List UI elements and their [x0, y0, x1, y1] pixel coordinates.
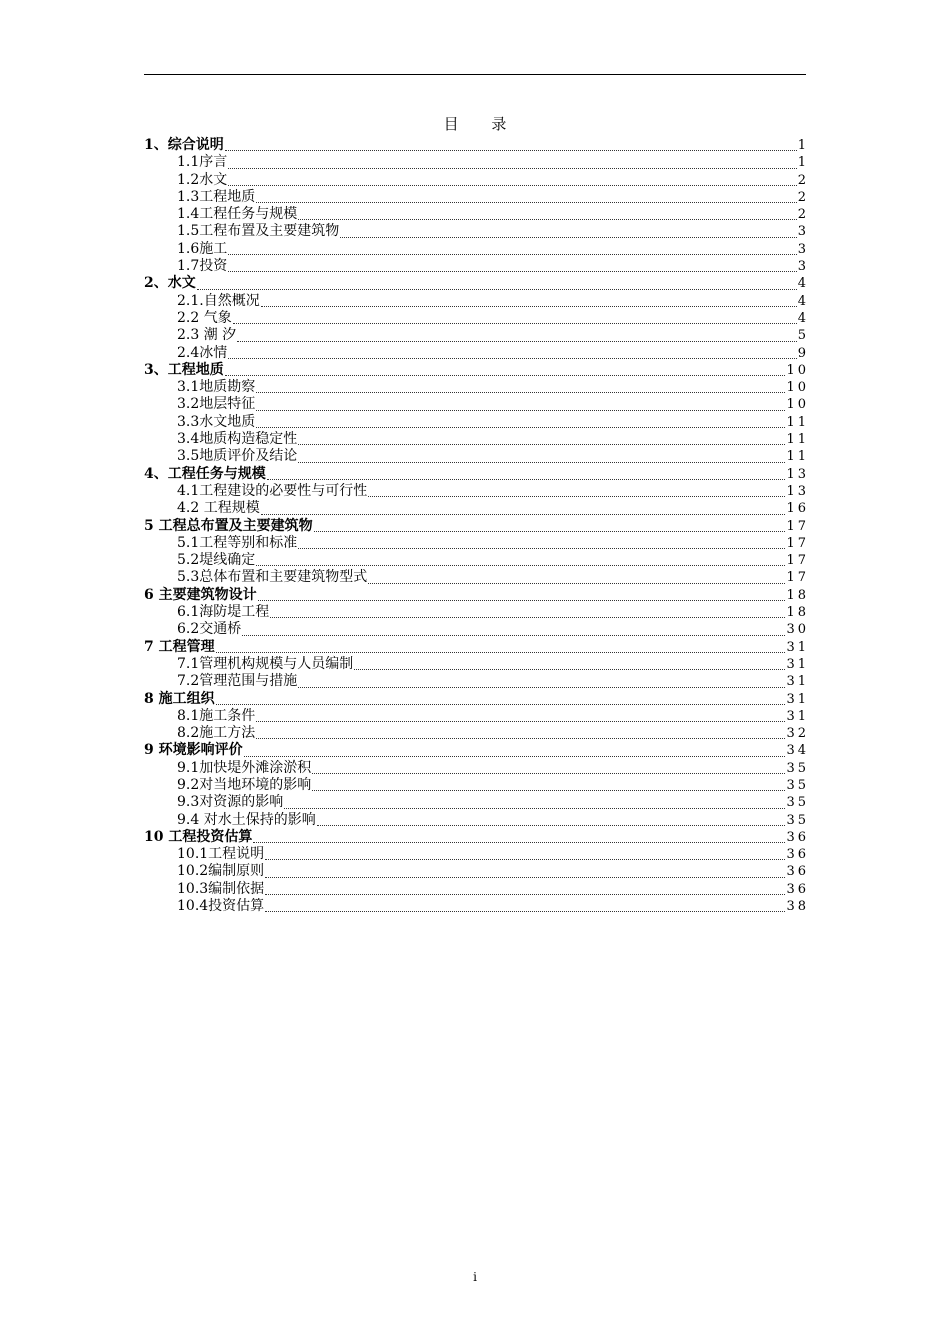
toc-entry-page: 3 — [797, 259, 809, 275]
toc-dot-leader — [244, 744, 786, 757]
toc-dot-leader — [298, 207, 796, 220]
toc-entry-page: 16 — [786, 501, 809, 517]
toc-dot-leader — [270, 605, 785, 618]
toc-section-entry[interactable] — [144, 309, 809, 327]
toc-section-entry[interactable] — [144, 776, 809, 794]
toc-dot-leader — [298, 536, 785, 549]
toc-dot-leader — [265, 899, 785, 912]
toc-section-entry[interactable] — [144, 448, 809, 465]
toc-section-entry[interactable] — [144, 327, 809, 344]
toc-entry-page: 35 — [786, 812, 809, 828]
toc-entry-label: 10.1工程说明 — [177, 846, 265, 863]
toc-entry-page: 10 — [786, 362, 809, 378]
toc-entry-label: 2、水文 — [144, 275, 196, 292]
toc-entry-page: 4 — [797, 293, 809, 309]
toc-section-entry[interactable] — [144, 552, 809, 569]
toc-dot-leader — [368, 484, 785, 497]
toc-entry-label: 8.2施工方法 — [177, 725, 256, 742]
toc-entry-label: 10 工程投资估算 — [144, 828, 253, 845]
toc-section-entry[interactable] — [144, 604, 809, 621]
toc-entry-page: 17 — [786, 535, 809, 551]
toc-section-entry[interactable] — [144, 898, 809, 915]
toc-dot-leader — [265, 847, 785, 860]
toc-entry-label: 2.3 潮 汐 — [177, 327, 237, 344]
toc-entry-label: 9.1加快堤外滩涂淤积 — [177, 759, 312, 776]
toc-dot-leader — [261, 294, 797, 307]
toc-section-entry[interactable] — [144, 621, 809, 638]
toc-entry-label: 3、工程地质 — [144, 361, 224, 378]
toc-entry-label: 6 主要建筑物设计 — [144, 586, 257, 603]
toc-entry-page: 36 — [786, 829, 809, 845]
toc-entry-label: 1.4工程任务与规模 — [177, 206, 298, 223]
toc-entry-page: 4 — [797, 310, 809, 326]
toc-entry-label: 5.3总体布置和主要建筑物型式 — [177, 569, 368, 586]
toc-chapter-entry[interactable] — [144, 586, 809, 604]
toc-section-entry[interactable] — [144, 759, 809, 777]
toc-entry-label: 3.5地质评价及结论 — [177, 448, 298, 465]
toc-entry-label: 4.1工程建设的必要性与可行性 — [177, 482, 368, 499]
toc-entry-label: 1.5工程布置及主要建筑物 — [177, 223, 340, 240]
toc-dot-leader — [256, 190, 796, 203]
toc-entry-label: 9 环境影响评价 — [144, 742, 243, 759]
toc-dot-leader — [233, 311, 797, 324]
toc-chapter-entry[interactable] — [144, 361, 809, 379]
toc-chapter-entry[interactable] — [144, 275, 809, 292]
toc-entry-label: 5.1工程等别和标准 — [177, 534, 298, 551]
toc-entry-page: 17 — [786, 553, 809, 569]
toc-entry-page: 11 — [786, 449, 809, 465]
toc-dot-leader — [354, 657, 785, 670]
toc-entry-page: 2 — [797, 189, 809, 205]
toc-section-entry[interactable] — [144, 794, 809, 811]
toc-dot-leader — [216, 692, 786, 705]
toc-dot-leader — [265, 865, 785, 878]
toc-section-entry[interactable] — [144, 534, 809, 552]
toc-section-entry[interactable] — [144, 880, 809, 898]
toc-entry-page: 17 — [786, 570, 809, 586]
toc-dot-leader — [216, 640, 786, 653]
toc-chapter-entry[interactable] — [144, 465, 809, 483]
toc-dot-leader — [314, 519, 786, 532]
toc-dot-leader — [228, 156, 796, 169]
toc-entry-label: 10.2编制原则 — [177, 863, 265, 880]
toc-dot-leader — [267, 467, 786, 480]
toc-dot-leader — [237, 329, 797, 342]
toc-entry-label: 4、工程任务与规模 — [144, 465, 266, 482]
toc-dot-leader — [298, 432, 785, 445]
table-of-contents — [144, 137, 809, 915]
toc-entry-label: 7.1管理机构规模与人员编制 — [177, 655, 354, 672]
toc-entry-page: 2 — [797, 172, 809, 188]
toc-dot-leader — [256, 380, 785, 393]
toc-entry-page: 32 — [786, 726, 809, 742]
toc-entry-page: 31 — [786, 708, 809, 724]
toc-entry-page: 31 — [786, 639, 809, 655]
toc-section-entry[interactable] — [144, 154, 809, 171]
toc-chapter-entry[interactable] — [144, 690, 809, 708]
toc-dot-leader — [253, 830, 785, 843]
toc-dot-leader — [312, 761, 785, 774]
toc-entry-label: 4.2 工程规模 — [177, 500, 260, 517]
toc-section-entry[interactable] — [144, 707, 809, 725]
toc-entry-page: 38 — [786, 899, 809, 915]
toc-section-entry[interactable] — [144, 171, 809, 189]
toc-chapter-entry[interactable] — [144, 137, 809, 154]
toc-entry-label: 8.1施工条件 — [177, 707, 256, 724]
toc-entry-label: 2.4冰情 — [177, 344, 228, 361]
toc-entry-page: 1 — [797, 138, 809, 153]
toc-entry-page: 35 — [786, 777, 809, 793]
toc-entry-page: 13 — [786, 466, 809, 482]
toc-entry-label: 10.3编制依据 — [177, 880, 265, 897]
toc-entry-label: 9.3对资源的影响 — [177, 794, 284, 811]
toc-entry-label: 7 工程管理 — [144, 638, 215, 655]
toc-section-entry[interactable] — [144, 569, 809, 586]
toc-entry-label: 1.7投资 — [177, 258, 228, 275]
toc-section-entry[interactable] — [144, 240, 809, 258]
toc-entry-label: 3.3水文地质 — [177, 413, 256, 430]
toc-entry-page: 10 — [786, 397, 809, 413]
toc-chapter-entry[interactable] — [144, 517, 809, 535]
toc-section-entry[interactable] — [144, 725, 809, 742]
toc-entry-page: 18 — [786, 605, 809, 621]
toc-section-entry[interactable] — [144, 673, 809, 690]
toc-entry-label: 1.3工程地质 — [177, 188, 256, 205]
toc-entry-page: 34 — [786, 743, 809, 759]
toc-dot-leader — [225, 138, 797, 151]
toc-entry-page: 4 — [797, 276, 809, 292]
toc-entry-label: 1.6施工 — [177, 240, 228, 257]
toc-entry-label: 10.4投资估算 — [177, 898, 265, 915]
toc-section-entry[interactable] — [144, 379, 809, 396]
toc-entry-label: 5 工程总布置及主要建筑物 — [144, 517, 313, 534]
toc-entry-label: 2.2 气象 — [177, 309, 232, 326]
toc-dot-leader — [228, 259, 796, 272]
toc-entry-label: 1、综合说明 — [144, 137, 224, 153]
toc-section-entry[interactable] — [144, 431, 809, 448]
toc-section-entry[interactable] — [144, 188, 809, 206]
toc-entry-page: 3 — [797, 224, 809, 240]
toc-entry-page: 36 — [786, 847, 809, 863]
toc-chapter-entry[interactable] — [144, 828, 809, 846]
toc-dot-leader — [340, 225, 796, 238]
toc-section-entry[interactable] — [144, 413, 809, 431]
toc-dot-leader — [298, 450, 785, 463]
toc-dot-leader — [261, 502, 786, 515]
toc-entry-label: 3.1地质勘察 — [177, 379, 256, 396]
toc-entry-label: 6.2交通桥 — [177, 621, 242, 638]
toc-dot-leader — [256, 553, 785, 566]
toc-entry-page: 18 — [786, 587, 809, 603]
toc-dot-leader — [368, 571, 785, 584]
toc-section-entry[interactable] — [144, 396, 809, 413]
toc-dot-leader — [317, 813, 786, 826]
toc-entry-page: 1 — [797, 155, 809, 171]
toc-entry-page: 31 — [786, 656, 809, 672]
toc-dot-leader — [225, 363, 786, 376]
toc-entry-label: 1.2水文 — [177, 171, 228, 188]
toc-section-entry[interactable] — [144, 500, 809, 517]
toc-entry-label: 2.1.自然概况 — [177, 292, 260, 309]
toc-dot-leader — [242, 623, 785, 636]
toc-entry-label: 9.2对当地环境的影响 — [177, 776, 312, 793]
toc-dot-leader — [312, 778, 785, 791]
toc-dot-leader — [256, 709, 785, 722]
toc-section-entry[interactable] — [144, 655, 809, 673]
toc-title: 目 录 — [443, 115, 521, 133]
toc-section-entry[interactable] — [144, 863, 809, 880]
toc-entry-page: 36 — [786, 864, 809, 880]
toc-entry-page: 5 — [797, 328, 809, 344]
toc-section-entry[interactable] — [144, 846, 809, 863]
toc-chapter-entry[interactable] — [144, 638, 809, 656]
toc-entry-page: 3 — [797, 241, 809, 257]
toc-section-entry[interactable] — [144, 482, 809, 500]
toc-section-entry[interactable] — [144, 258, 809, 275]
toc-section-entry[interactable] — [144, 811, 809, 829]
toc-entry-label: 3.4地质构造稳定性 — [177, 431, 298, 448]
toc-entry-label: 9.4 对水土保持的影响 — [177, 811, 316, 828]
toc-section-entry[interactable] — [144, 292, 809, 310]
toc-entry-page: 11 — [786, 414, 809, 430]
toc-entry-page: 36 — [786, 881, 809, 897]
footer-page-number: i — [473, 1270, 477, 1284]
toc-entry-label: 8 施工组织 — [144, 690, 215, 707]
toc-dot-leader — [228, 346, 796, 359]
toc-entry-page: 31 — [786, 674, 809, 690]
toc-dot-leader — [256, 398, 785, 411]
toc-section-entry[interactable] — [144, 206, 809, 223]
toc-entry-label: 3.2地层特征 — [177, 396, 256, 413]
toc-entry-page: 35 — [786, 795, 809, 811]
toc-dot-leader — [228, 242, 796, 255]
toc-entry-label: 7.2管理范围与措施 — [177, 673, 298, 690]
toc-section-entry[interactable] — [144, 223, 809, 240]
toc-entry-page: 30 — [786, 622, 809, 638]
toc-entry-page: 9 — [797, 345, 809, 361]
toc-dot-leader — [228, 173, 796, 186]
toc-entry-label: 6.1海防堤工程 — [177, 604, 270, 621]
toc-dot-leader — [256, 726, 785, 739]
toc-entry-page: 11 — [786, 432, 809, 448]
toc-dot-leader — [197, 277, 797, 290]
toc-chapter-entry[interactable] — [144, 742, 809, 759]
toc-dot-leader — [284, 796, 785, 809]
toc-entry-label: 1.1序言 — [177, 154, 228, 171]
toc-entry-page: 13 — [786, 483, 809, 499]
toc-dot-leader — [298, 675, 785, 688]
toc-section-entry[interactable] — [144, 344, 809, 362]
toc-entry-page: 31 — [786, 691, 809, 707]
toc-dot-leader — [265, 882, 785, 895]
toc-entry-page: 2 — [797, 207, 809, 223]
toc-dot-leader — [258, 588, 786, 601]
toc-dot-leader — [256, 415, 785, 428]
toc-entry-page: 10 — [786, 380, 809, 396]
header-rule — [144, 74, 806, 75]
toc-entry-page: 35 — [786, 760, 809, 776]
toc-entry-page: 17 — [786, 518, 809, 534]
toc-entry-label: 5.2堤线确定 — [177, 552, 256, 569]
